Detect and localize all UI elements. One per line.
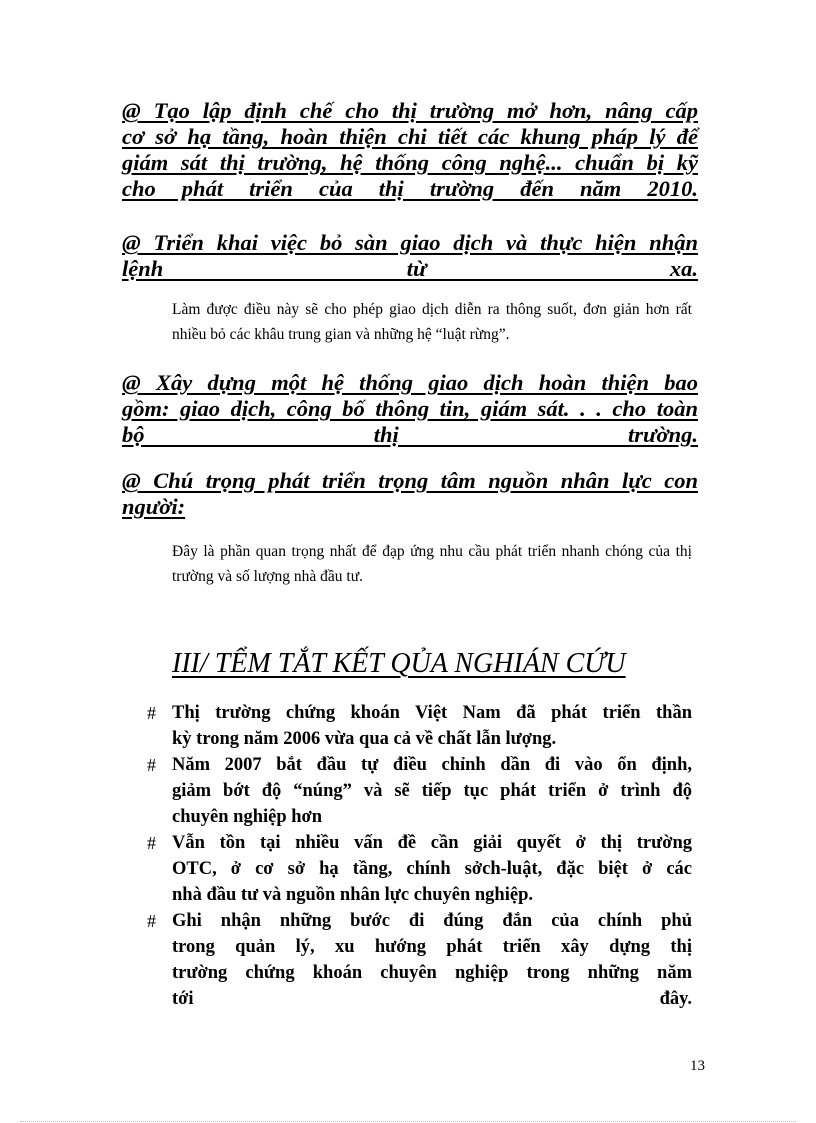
paragraph-text: Làm được điều này sẽ cho phép giao dịch diễn ra thông suốt, đơn giản hơn rất nhiều bỏ các khâu trung gian và những hệ “luật rừng”. bbox=[172, 301, 692, 343]
heading-line: gồm: giao dịch, công bố thông tin, giám sát. . . cho toàn bbox=[122, 396, 698, 421]
list-item-line: kỳ trong năm 2006 vừa qua cả về chất lẫn lượng. bbox=[172, 729, 557, 749]
list-item-line: trường chứng khoán chuyên nghiệp trong những năm bbox=[172, 963, 692, 983]
heading-line: lệnh từ xa. bbox=[122, 256, 698, 281]
heading-infrastructure bbox=[122, 98, 698, 202]
list-item-line: Vẫn tồn tại nhiều vấn đề cần giải quyết ở thị trường bbox=[172, 833, 692, 853]
list-item-line: Ghi nhận những bước đi đúng đắn của chính phủ bbox=[172, 911, 692, 931]
list-item-line: nhà đầu tư và nguồn nhân lực chuyên nghiệp. bbox=[172, 885, 533, 905]
list-item-line: OTC, ở cơ sở hạ tầng, chính sởch-luật, đặc biệt ở các bbox=[172, 859, 692, 879]
hash-bullet: # bbox=[147, 755, 156, 775]
list-item bbox=[147, 752, 692, 830]
hash-bullet: # bbox=[147, 911, 156, 931]
list-item-line: chuyên nghiệp hơn bbox=[172, 807, 323, 827]
heading-line: cơ sở hạ tầng, hoàn thiện chi tiết các khung pháp lý để bbox=[122, 124, 698, 149]
list-item-line: Thị trường chứng khoán Việt Nam đã phát triển thần bbox=[172, 703, 692, 723]
list-item-line: giảm bớt độ “núng” và sẽ tiếp tục phát triển ở trình độ bbox=[172, 781, 692, 801]
heading-line: @ Tạo lập định chế cho thị trường mở hơn, nâng cấp bbox=[122, 98, 698, 123]
heading-line: người: bbox=[122, 494, 186, 519]
hash-bullet: # bbox=[147, 833, 156, 853]
section-title: III/ TỂM TẮT KẾT QỦA NGHIÁN CỨU bbox=[172, 648, 626, 679]
list-item bbox=[147, 700, 692, 752]
hash-bullet: # bbox=[147, 703, 156, 723]
heading-line: cho phát triển của thị trường đến năm 2010. bbox=[122, 176, 698, 201]
heading-line: @ Triển khai việc bỏ sàn giao dịch và thực hiện nhận bbox=[122, 230, 698, 255]
heading-trading-system bbox=[122, 370, 698, 448]
paragraph-human-resources bbox=[122, 539, 692, 589]
list-item-line: Năm 2007 bắt đầu tự điều chỉnh dần đi vào ổn định, bbox=[172, 755, 692, 775]
page-bottom-divider bbox=[20, 1121, 796, 1122]
list-item-line: tới đây. bbox=[172, 989, 692, 1009]
heading-line: bộ thị trường. bbox=[122, 422, 698, 447]
list-item bbox=[147, 908, 692, 1012]
heading-line: @ Chú trọng phát triển trọng tâm nguồn nhân lực con bbox=[122, 468, 698, 493]
page-number: 13 bbox=[690, 1058, 705, 1074]
heading-line: @ Xây dựng một hệ thống giao dịch hoàn thiện bao bbox=[122, 370, 698, 395]
paragraph-remote-orders bbox=[122, 297, 692, 347]
list-item bbox=[147, 830, 692, 908]
summary-list bbox=[147, 700, 692, 1012]
heading-remote-orders bbox=[122, 230, 698, 282]
heading-line: giám sát thị trường, hệ thống công nghệ... chuẩn bị kỹ bbox=[122, 150, 698, 175]
paragraph-text: Đây là phần quan trọng nhất để đạp ứng nhu cầu phát triển nhanh chóng của thị trường và số lượng nhà đầu tư. bbox=[172, 543, 692, 585]
heading-human-resources bbox=[122, 468, 698, 520]
list-item-line: trong quản lý, xu hướng phát triển xây dựng thị bbox=[172, 937, 692, 957]
